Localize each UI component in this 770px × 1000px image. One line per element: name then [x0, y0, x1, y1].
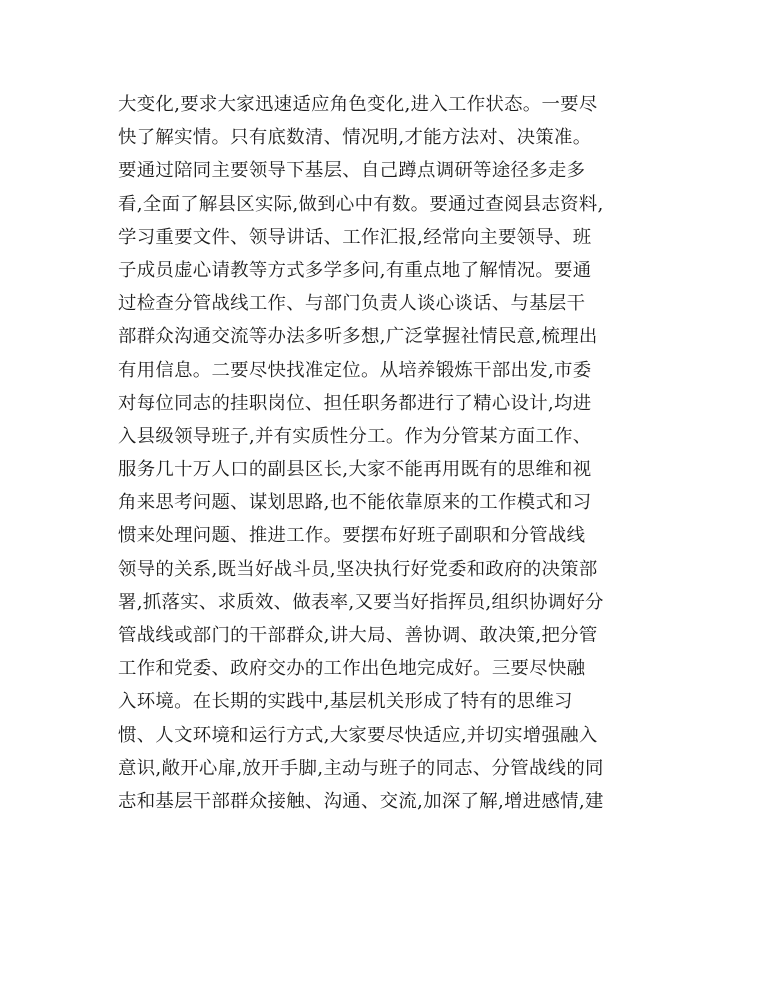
- text-line: 看,全面了解县区实际,做到心中有数。要通过查阅县志资料,: [118, 193, 604, 215]
- text-line: 要通过陪同主要领导下基层、自己蹲点调研等途径多走多: [118, 160, 586, 182]
- text-line: 子成员虚心请教等方式多学多问,有重点地了解情况。要通: [118, 259, 592, 281]
- text-line: 惯来处理问题、推进工作。要摆布好班子副职和分管战线: [118, 525, 586, 547]
- text-line: 志和基层干部群众接触、沟通、交流,加深了解,增进感情,建: [118, 790, 604, 812]
- text-line: 大变化,要求大家迅速适应角色变化,进入工作状态。一要尽: [118, 94, 598, 115]
- text-line: 快了解实情。只有底数清、情况明,才能方法对、决策准。: [118, 127, 592, 149]
- text-line: 意识,敞开心扉,放开手脚,主动与班子的同志、分管战线的同: [118, 757, 604, 779]
- text-line: 入县级领导班子,并有实质性分工。作为分管某方面工作、: [118, 425, 592, 447]
- text-line: 学习重要文件、领导讲话、工作汇报,经常向主要领导、班: [118, 226, 592, 248]
- text-line: 服务几十万人口的副县区长,大家不能再用既有的思维和视: [118, 459, 592, 481]
- text-line: 惯、人文环境和运行方式,大家要尽快适应,并切实增强融入: [118, 724, 598, 746]
- text-line: 有用信息。二要尽快找准定位。从培养锻炼干部出发,市委: [118, 359, 592, 381]
- body-text: [118, 88, 663, 818]
- text-line: 过检查分管战线工作、与部门负责人谈心谈话、与基层干: [118, 293, 586, 315]
- text-line: 角来思考问题、谋划思路,也不能依靠原来的工作模式和习: [118, 492, 592, 514]
- text-line: 对每位同志的挂职岗位、担任职务都进行了精心设计,均进: [118, 392, 592, 414]
- text-line: 署,抓落实、求质效、做表率,又要当好指挥员,组织协调好分: [118, 591, 604, 613]
- text-line: 入环境。在长期的实践中,基层机关形成了特有的思维习: [118, 691, 573, 713]
- text-line: 工作和党委、政府交办的工作出色地完成好。三要尽快融: [118, 658, 586, 680]
- text-line: 领导的关系,既当好战斗员,坚决执行好党委和政府的决策部: [118, 558, 598, 580]
- text-line: 部群众沟通交流等办法多听多想,广泛掌握社情民意,梳理出: [118, 326, 598, 348]
- text-line: 管战线或部门的干部群众,讲大局、善协调、敢决策,把分管: [118, 625, 598, 646]
